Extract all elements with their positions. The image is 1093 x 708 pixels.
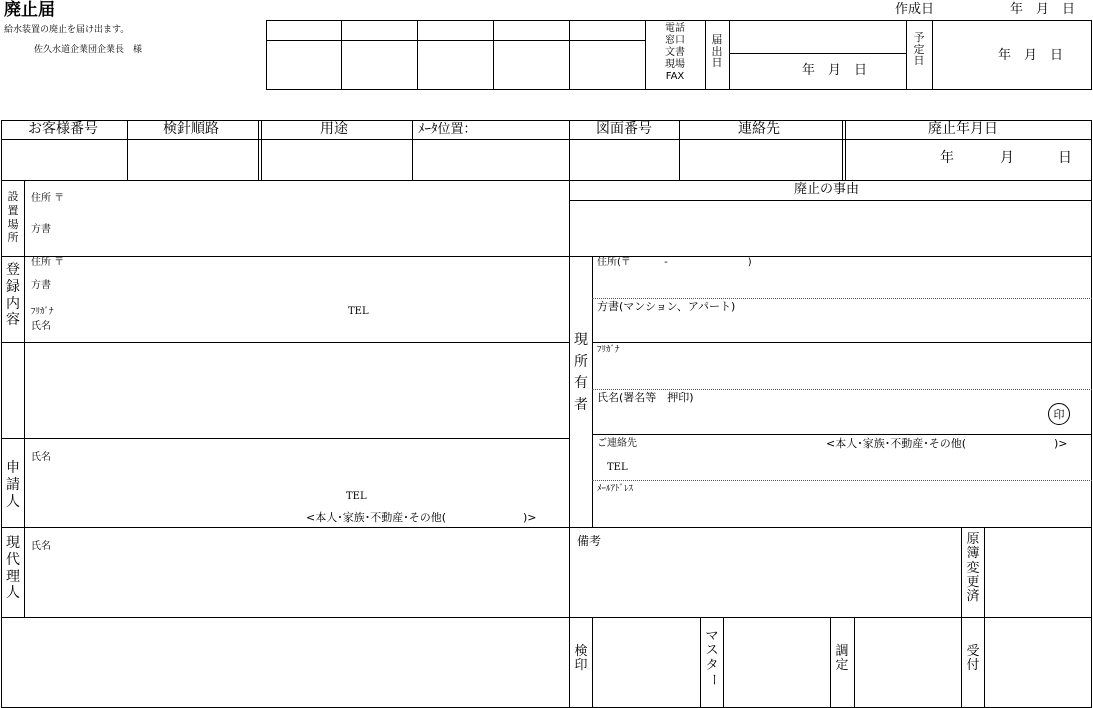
install-location-label: [3, 190, 23, 245]
label-char: 申: [6, 460, 20, 476]
reception-stamp-label: [963, 645, 983, 672]
owner-contact-label: ご連絡先: [597, 438, 637, 449]
created-date-label: 作成日: [895, 2, 935, 17]
scheduled-date-value: 年 月 日: [998, 48, 1064, 63]
label-char: 内: [6, 295, 20, 312]
contact-method-counter: 窓口: [665, 35, 685, 46]
label-char: 設: [7, 190, 19, 203]
label-char: 検: [574, 644, 588, 659]
label-char: 付: [966, 657, 980, 673]
stamp-column-line: [854, 617, 855, 708]
label-char: 場: [7, 217, 19, 231]
col-customer-no: お客様番号: [28, 121, 98, 137]
header-grid-line: [906, 20, 907, 90]
created-date-value: 年 月 日: [1010, 2, 1076, 17]
main-form-frame: [1, 120, 1092, 708]
info-col-line: [679, 120, 680, 180]
applicant-tel-label: TEL: [346, 491, 367, 502]
section-line: [1, 342, 569, 343]
stamp-column-line: [723, 617, 724, 708]
label-char: 現: [6, 535, 20, 551]
label-char: マ: [705, 629, 719, 644]
section-line: [1, 256, 569, 257]
owner-name-label: 氏名(署名等 押印): [597, 391, 694, 404]
label-char: 代: [6, 551, 20, 568]
col-drawing-no: 図面番号: [596, 121, 652, 137]
section-line: [1, 527, 569, 528]
seal-mark: 印: [1048, 403, 1070, 425]
contact-method-phone: 電話: [665, 23, 685, 34]
owner-tel-label: TEL: [607, 462, 628, 473]
scheduled-date-char: 定: [913, 42, 925, 56]
registration-furigana-label: ﾌﾘｶﾞﾅ: [31, 307, 54, 317]
agent-label: [3, 535, 23, 602]
filed-date-char: 日: [711, 56, 723, 70]
scheduled-date-char: 予: [913, 31, 925, 44]
form-subtitle: 給水装置の廃止を届け出ます。: [4, 25, 130, 35]
info-col-line: [412, 120, 413, 180]
header-grid-line: [932, 20, 933, 90]
agent-name-label: 氏名: [31, 541, 51, 552]
stamp-column-line: [592, 617, 593, 708]
col-meter-position: ﾒｰﾀ位置：: [418, 122, 477, 137]
label-char: 有: [574, 375, 588, 392]
label-char: 変: [966, 560, 980, 576]
header-grid-line: [266, 40, 646, 41]
owner-relation: <本人･家族･不動産･その他( )>: [826, 437, 1068, 450]
dotted-divider: [592, 389, 1092, 390]
label-char: 請: [6, 476, 20, 493]
label-char: 人: [6, 493, 20, 510]
label-char: 定: [835, 657, 849, 673]
scheduled-date-char: 日: [913, 54, 925, 68]
abolish-day-label: 日: [1058, 150, 1072, 166]
registration-label: [3, 262, 23, 329]
info-col-line: [261, 120, 262, 180]
label-char: 済: [966, 589, 980, 605]
contact-method-list: [650, 23, 700, 83]
ledger-column-line: [961, 527, 962, 708]
info-col-line: [842, 120, 843, 180]
header-grid-line: [729, 53, 906, 54]
inspection-stamp-label: [572, 645, 590, 672]
install-building-label: 方書: [31, 224, 51, 235]
label-char: 者: [574, 397, 588, 414]
header-grid-line: [729, 20, 730, 90]
contact-method-fax: FAX: [665, 71, 685, 82]
label-char: 受: [966, 644, 980, 659]
info-bottom-line: [1, 180, 1092, 181]
abolish-month-label: 月: [1000, 150, 1014, 166]
filed-date-char: 出: [711, 44, 723, 58]
info-col-line: [845, 120, 846, 180]
label-char: ス: [705, 643, 719, 659]
left-label-column-line: [24, 180, 25, 618]
install-address-label: 住所 〒: [31, 193, 65, 204]
reason-header-line: [569, 200, 1092, 201]
header-grid-line: [705, 20, 706, 90]
master-stamp-label: [703, 630, 721, 686]
owner-label-column-line: [592, 256, 593, 527]
label-char: 登: [6, 262, 20, 278]
label-char: 所: [574, 353, 588, 370]
label-char: 現: [574, 332, 588, 348]
col-abolish-date: 廃止年月日: [928, 121, 998, 137]
section-line: [592, 342, 1092, 343]
owner-building-label: 方書(マンション、アパート): [597, 300, 736, 313]
label-char: 所: [7, 231, 19, 245]
info-col-line: [258, 120, 259, 180]
header-grid-line: [341, 20, 342, 90]
abolish-year-label: 年: [940, 150, 954, 166]
label-char: 理: [6, 568, 20, 585]
col-contact: 連絡先: [738, 121, 780, 137]
section-line: [569, 527, 1092, 528]
current-owner-label: [572, 330, 590, 417]
owner-furigana-label: ﾌﾘｶﾞﾅ: [597, 345, 620, 355]
info-col-line: [127, 120, 128, 180]
dotted-divider: [592, 480, 1092, 481]
label-char: 置: [7, 203, 19, 217]
owner-email-label: ﾒｰﾙｱﾄﾞﾚｽ: [597, 484, 634, 494]
applicant-relation: <本人･家族･不動産･その他( )>: [306, 511, 537, 524]
label-char: 調: [835, 644, 849, 659]
header-grid-line: [493, 20, 494, 90]
label-char: 更: [966, 574, 980, 590]
contact-method-site: 現場: [665, 59, 685, 70]
col-usage: 用途: [320, 121, 348, 137]
registration-tel-label: TEL: [348, 306, 369, 317]
applicant-name-label: 氏名: [31, 452, 51, 463]
section-line: [1, 438, 569, 439]
label-char: 人: [6, 585, 20, 602]
section-line: [1, 617, 1092, 618]
stamp-column-line: [830, 617, 831, 708]
abolish-reason-label: 廃止の事由: [794, 182, 860, 197]
registration-address-label: 住所 〒: [31, 257, 65, 268]
ledger-column-line: [984, 527, 985, 708]
label-char: ー: [705, 672, 721, 686]
label-char: 原: [966, 532, 980, 547]
applicant-label: [3, 460, 23, 510]
addressee: 佐久水道企業団企業長 様: [34, 45, 143, 55]
dotted-divider: [592, 298, 1092, 299]
label-char: 簿: [966, 546, 980, 562]
center-divider: [569, 180, 570, 708]
remarks-label: 備考: [577, 534, 602, 548]
section-line: [592, 434, 1092, 435]
owner-address-label: 住所(〒 - ): [597, 257, 752, 268]
label-char: 録: [6, 278, 20, 295]
label-char: 印: [574, 657, 588, 673]
ledger-updated-label: [963, 533, 983, 604]
page-title: 廃止届: [4, 0, 55, 20]
filed-date-value: 年 月 日: [802, 63, 868, 78]
contact-method-document: 文書: [665, 47, 685, 58]
col-route: 検針順路: [163, 121, 219, 137]
filed-date-char: 届: [711, 33, 723, 46]
stamp-column-line: [700, 617, 701, 708]
info-header-line: [1, 139, 1092, 140]
header-grid-line: [417, 20, 418, 90]
survey-stamp-label: [833, 645, 851, 672]
filed-date-label: [708, 34, 726, 69]
info-col-line: [569, 120, 570, 180]
label-char: 容: [6, 312, 20, 329]
header-grid-line: [569, 20, 570, 90]
registration-name-label: 氏名: [31, 321, 51, 332]
scheduled-date-label: [910, 32, 928, 67]
header-grid-line: [645, 20, 646, 90]
registration-building-label: 方書: [31, 280, 51, 291]
label-char: タ: [705, 657, 719, 673]
